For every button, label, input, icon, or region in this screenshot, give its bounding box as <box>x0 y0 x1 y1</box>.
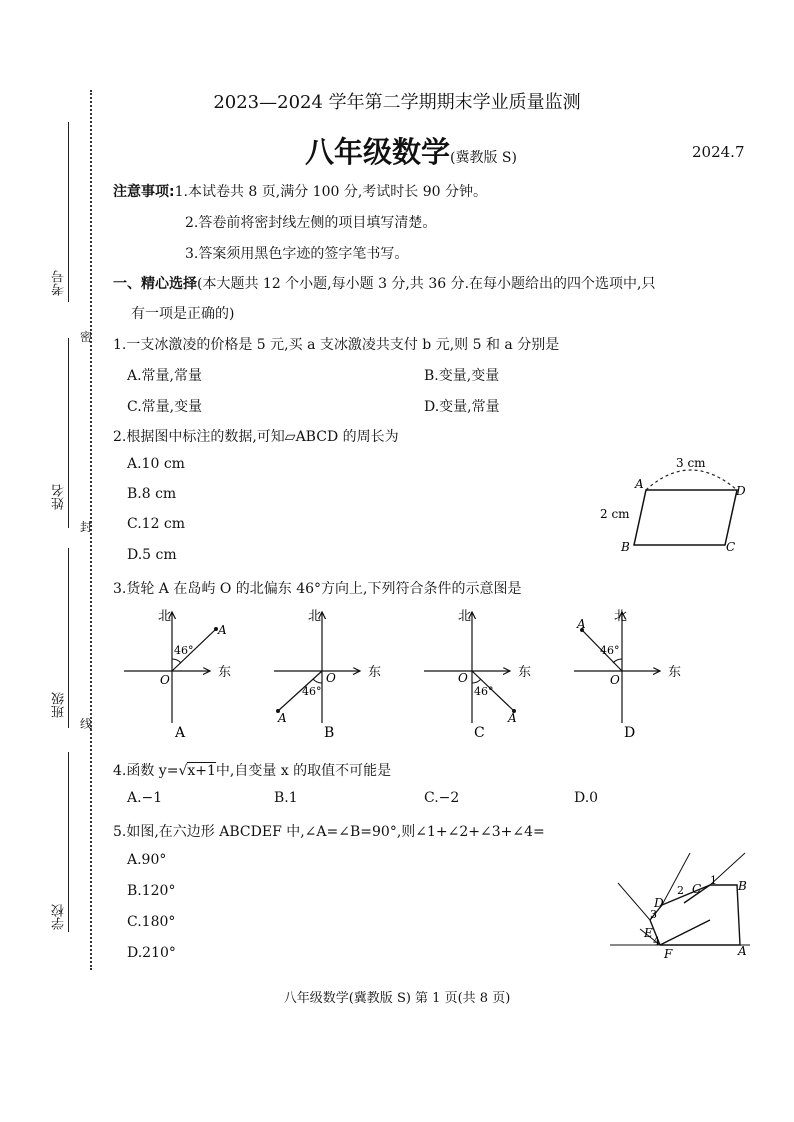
q3d-north: 北 <box>614 609 628 624</box>
q3d-o: O <box>610 673 620 687</box>
sidebar-label-class: 班级 <box>52 692 67 718</box>
q5-vertex-b: B <box>738 879 747 893</box>
q3c-east: 东 <box>518 665 532 680</box>
note-item-3: 3.答案须用黑色字迹的签字笔书写。 <box>185 246 409 262</box>
q3-stem: 3.货轮 A 在岛屿 O 的北偏东 46°方向上,下列符合条件的示意图是 <box>113 581 522 597</box>
q2-vertex-d: D <box>736 484 746 498</box>
q3c-angle: 46° <box>474 685 494 698</box>
q3-diagram-d <box>574 609 681 741</box>
q3c-o: O <box>458 671 468 685</box>
seal-char-xian: 线 <box>80 717 93 731</box>
q3a-north: 北 <box>158 609 172 624</box>
exam-edition: (冀教版 S) <box>450 150 517 166</box>
exam-title <box>305 130 517 171</box>
q3b-east: 东 <box>368 665 382 680</box>
q3a-o: O <box>160 673 170 687</box>
q4-stem-after: 中,自变量 x 的取值不可能是 <box>215 763 392 779</box>
q2-label-left: 2 cm <box>600 507 630 521</box>
q3-diagram-b <box>274 609 381 741</box>
q4-option-b: B.1 <box>274 790 298 806</box>
q1-stem: 1.一支冰激凌的价格是 5 元,买 a 支冰激凌共支付 b 元,则 5 和 a 分别是 <box>113 337 560 353</box>
q5-angle-4: 4 <box>653 935 660 948</box>
q3a-caption: A <box>175 725 186 741</box>
q2-option-b: B.8 cm <box>127 486 177 502</box>
section1-line-1 <box>113 273 656 293</box>
q2-option-a: A.10 cm <box>127 456 185 472</box>
q5-vertex-c: C <box>692 882 702 896</box>
q4-option-a: A.−1 <box>127 790 163 806</box>
section1-desc-2: 有一项是正确的) <box>131 306 235 322</box>
q1-option-b: B.变量,变量 <box>424 368 500 384</box>
q1-option-a: A.常量,常量 <box>127 368 203 384</box>
q2-parallelogram-figure <box>590 450 770 560</box>
q3d-east: 东 <box>668 665 682 680</box>
q2-stem: 2.根据图中标注的数据,可知▱ABCD 的周长为 <box>113 429 399 445</box>
q3-diagram-a <box>124 609 231 741</box>
q3a-a: A <box>218 623 227 637</box>
q2-option-c: C.12 cm <box>127 516 186 532</box>
q5-vertex-d: D <box>654 896 664 910</box>
sidebar-label-name: 姓名 <box>52 484 67 510</box>
q3b-a: A <box>278 711 287 725</box>
q3c-a: A <box>508 711 517 725</box>
q3b-o: O <box>326 671 336 685</box>
q2-vertex-a: A <box>635 477 644 491</box>
q5-angle-2: 2 <box>677 884 684 897</box>
q3b-north: 北 <box>308 609 322 624</box>
q3b-angle: 46° <box>302 685 322 698</box>
q5-angle-3: 3 <box>650 908 657 921</box>
q4-radicand: x+1 <box>187 763 216 779</box>
q3-diagram-c <box>424 609 531 741</box>
q3a-east: 东 <box>218 665 232 680</box>
q5-vertex-f: F <box>664 947 673 961</box>
q5-option-d: D.210° <box>127 945 176 961</box>
q4-stem-before: 4.函数 y= <box>113 763 179 779</box>
q5-option-c: C.180° <box>127 914 176 930</box>
notes-label: 注意事项: <box>113 184 175 200</box>
q3a-angle: 46° <box>174 644 194 657</box>
q5-hexagon-figure <box>610 845 770 965</box>
note-item-2: 2.答卷前将密封线左侧的项目填写清楚。 <box>185 215 437 231</box>
q4-option-d: D.0 <box>574 790 599 806</box>
note-item-1: 1.本试卷共 8 页,满分 100 分,考试时长 90 分钟。 <box>174 184 488 200</box>
q3d-angle: 46° <box>600 644 620 657</box>
sidebar-label-kaohao: 考号 <box>52 270 67 296</box>
section1-heading: 一、精心选择 <box>113 276 197 292</box>
q5-stem: 5.如图,在六边形 ABCDEF 中,∠A=∠B=90°,则∠1+∠2+∠3+∠4= <box>113 824 545 840</box>
seal-char-mi: 密 <box>80 330 93 344</box>
sidebar-label-school: 学校 <box>52 904 67 930</box>
q5-vertex-e: E <box>644 926 653 940</box>
exam-header-line: 2023—2024 学年第二学期期末学业质量监测 <box>213 92 581 113</box>
q5-option-b: B.120° <box>127 883 176 899</box>
q3c-north: 北 <box>458 609 472 624</box>
q3-compass-diagrams <box>110 598 710 748</box>
section1-desc-1: (本大题共 12 个小题,每小题 3 分,共 36 分.在每小题给出的四个选项中,只 <box>197 276 656 292</box>
q5-angle-1: 1 <box>710 874 717 887</box>
q1-option-d: D.变量,常量 <box>424 399 500 415</box>
q3b-caption: B <box>324 725 335 741</box>
q2-option-d: D.5 cm <box>127 547 177 563</box>
q3c-caption: C <box>474 725 485 741</box>
q3d-a: A <box>577 617 586 631</box>
exam-date: 2024.7 <box>692 143 745 161</box>
q4-sqrt-sign: √ <box>178 763 188 779</box>
q4-stem <box>113 760 391 780</box>
notes-line-1 <box>113 181 487 201</box>
q2-label-top: 3 cm <box>676 456 706 470</box>
q1-option-c: C.常量,变量 <box>127 399 203 415</box>
page-footer: 八年级数学(冀教版 S) 第 1 页(共 8 页) <box>283 991 511 1006</box>
q2-vertex-c: C <box>726 540 736 554</box>
q4-option-c: C.−2 <box>424 790 460 806</box>
exam-subject: 八年级数学 <box>305 135 451 169</box>
q5-vertex-a: A <box>738 944 747 958</box>
seal-char-feng: 封 <box>80 520 93 534</box>
q5-option-a: A.90° <box>127 852 167 868</box>
q3d-caption: D <box>624 725 636 741</box>
q2-vertex-b: B <box>621 540 630 554</box>
